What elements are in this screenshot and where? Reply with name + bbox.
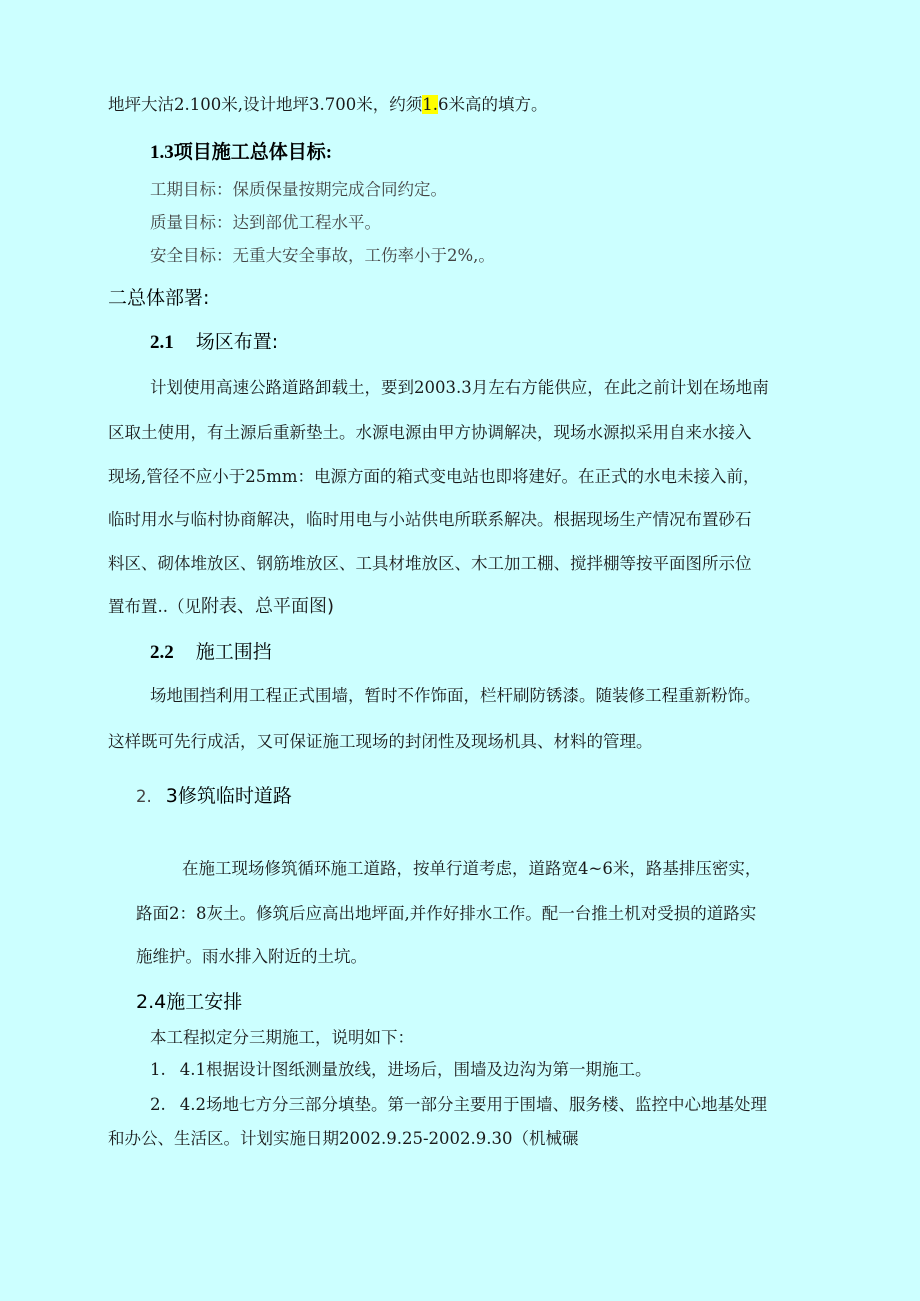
para-site-line-1: 计划使用高速公路道路卸载土，要到2003.3月左右方能供应，在此之前计划在场地南 (150, 378, 769, 397)
para-site-line-3: 现场,管径不应小于25mm：电源方面的箱式变电站也即将建好。在正式的水电未接入前， (108, 467, 760, 486)
goal-schedule: 工期目标：保质保量按期完成合同约定。 (150, 180, 447, 199)
para-fence-line-2: 这样既可先行成活，又可保证施工现场的封闭性及现场机具、材料的管理。 (108, 732, 653, 751)
heading-title: 场区布置: (195, 331, 279, 353)
para-site-line-4: 临时用水与临村协商解决，临时用电与小站供电所联系解决。根据现场生产情况布置砂石 (108, 510, 752, 529)
para-road-line-3: 施维护。雨水排入附近的土坑。 (136, 947, 367, 966)
paragraph-fill-elevation (108, 94, 547, 116)
heading-2-4: 2.4施工安排 (136, 991, 243, 1013)
heading-2-1 (150, 330, 278, 355)
highlighted-text: 1. (422, 95, 438, 114)
para-arrange-continued: 和办公、生活区。计划实施日期2002.9.25-2002.9.30（机械碾 (108, 1129, 579, 1148)
heading-2-2 (150, 640, 272, 665)
heading-text: 1.3项目施工总体目标: (150, 142, 333, 163)
para-road-line-1: 在施工现场修筑循环施工道路，按单行道考虑，道路宽4~6米，路基排压密实， (182, 859, 762, 878)
para-arrange-intro: 本工程拟定分三期施工，说明如下： (150, 1028, 414, 1047)
heading-number: 2.1 (150, 332, 174, 353)
heading-title: 施工围挡 (195, 641, 272, 663)
goal-safety: 安全目标：无重大安全事故，工伤率小于2%,。 (150, 246, 495, 265)
heading-title: 3修筑临时道路 (165, 785, 292, 807)
text-run: 地坪大沽2.100米,设计地坪3.700米，约须 (108, 95, 423, 114)
para-site-line-5: 料区、砌体堆放区、钢筋堆放区、工具材堆放区、木工加工棚、搅拌棚等按平面图所示位 (108, 554, 752, 573)
list-number: 1. (150, 1060, 166, 1079)
list-item (150, 1059, 652, 1081)
list-text: 4.1根据设计图纸测量放线，进场后，围墙及边沟为第一期施工。 (179, 1060, 652, 1079)
list-number: 2. (150, 1095, 166, 1114)
heading-2-3 (136, 784, 292, 808)
heading-1-3 (150, 140, 332, 165)
para-site-line-2: 区取土使用，有土源后重新垫土。水源电源由甲方协调解决，现场水源拟采用自来水接入 (108, 423, 752, 442)
heading-2: 二总体部署: (108, 287, 210, 309)
heading-number: 2.2 (150, 642, 174, 663)
para-fence-line-1: 场地围挡利用工程正式围墙，暂时不作饰面，栏杆刷防锈漆。随装修工程重新粉饰。 (150, 686, 761, 705)
text-run: 6米高的填方。 (437, 95, 548, 114)
para-site-line-6 (108, 596, 334, 618)
para-road-line-2: 路面2：8灰土。修筑后应高出地坪面,并作好排水工作。配一台推土机对受损的道路实 (136, 904, 757, 923)
bold-reference: 附表、总平面图) (201, 596, 335, 617)
text-run: 置布置..（见 (108, 597, 201, 616)
goal-quality: 质量目标：达到部优工程水平。 (150, 213, 381, 232)
list-text: 4.2场地七方分三部分填垫。第一部分主要用于围墙、服务楼、监控中心地基处理 (179, 1095, 767, 1114)
list-item (150, 1094, 767, 1116)
heading-number: 2. (136, 787, 152, 806)
